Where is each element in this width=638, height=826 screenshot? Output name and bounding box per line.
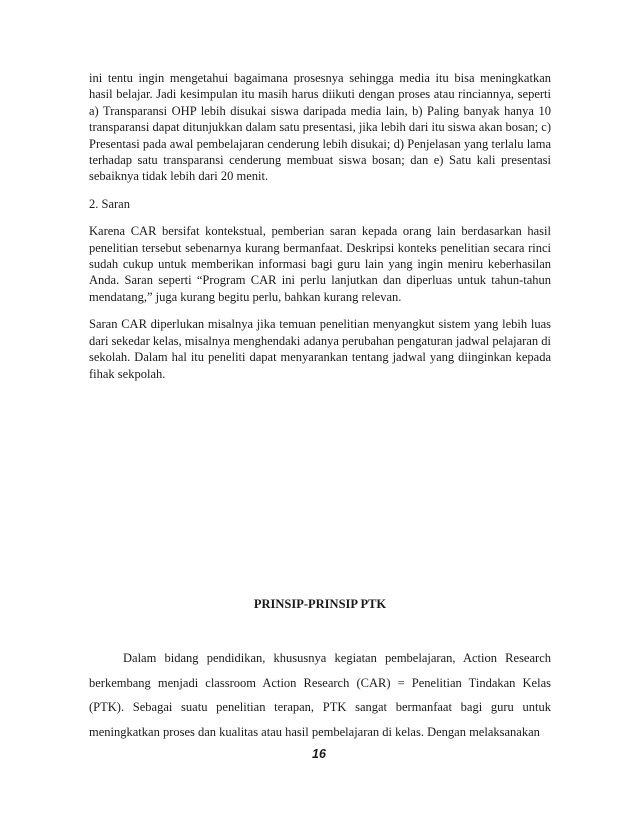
paragraph-saran-context: Karena CAR bersifat kontekstual, pemberian saran kepada orang lain berdasarkan hasil penelitian tersebut sebenarnya kurang bermanfaat. Deskripsi konteks penelitian secara rinci sudah cukup untuk memberikan informasi bagi guru lain yang ingin meniru keberhasilan Anda. Saran seperti “Program CAR ini perlu lanjutkan dan diperluas untuk tahun-tahun mendatang,” juga kurang begitu perlu, bahkan kurang relevan.: [89, 224, 551, 304]
paragraph-conclusion-details: ini tentu ingin mengetahui bagaimana prosesnya sehingga media itu bisa meningkatkan hasil belajar. Jadi kesimpulan itu masih harus diikuti dengan proses atau rinciannya, seperti a) Transparansi OHP lebih disukai siswa daripada media lain, b) Paling banyak hanya 10 transparansi dapat ditunjukkan dalam satu presentasi, jika lebih dari itu siswa akan bosan; c) Presentasi pada awal pembelajaran cenderung lebih disukai; d) Penjelasan yang terlalu lama terhadap satu transparansi cenderung membuat siswa bosan; dan e) Satu kali presentasi sebaiknya tidak lebih dari 20 menit.: [89, 71, 551, 184]
document-upper-section: [89, 70, 551, 382]
subheading-saran: 2. Saran: [89, 196, 130, 211]
section-body-paragraph: [89, 646, 551, 744]
section-title: PRINSIP-PRINSIP PTK: [253, 597, 387, 611]
paragraph-saran-system: Saran CAR diperlukan misalnya jika temuan penelitian menyangkut sistem yang lebih luas dari sekedar kelas, misalnya menghendaki adanya perubahan pengaturan jadwal pelajaran di sekolah. Dalam hal itu peneliti dapat menyarankan tentang jadwal yang diinginkan kepada fihak sekpolah.: [89, 317, 551, 381]
section-body-text: Dalam bidang pendidikan, khususnya kegiatan pembelajaran, Action Research berkembang menjadi classroom Action Research (CAR) = Penelitian Tindakan Kelas (PTK). Sebagai suatu penelitian terapan, PTK sangat bermanfaat bagi guru untuk meningkatkan proses dan kualitas atau hasil pembelajaran di kelas. Dengan melaksanakan: [89, 651, 551, 739]
page-number: 16: [312, 747, 326, 761]
